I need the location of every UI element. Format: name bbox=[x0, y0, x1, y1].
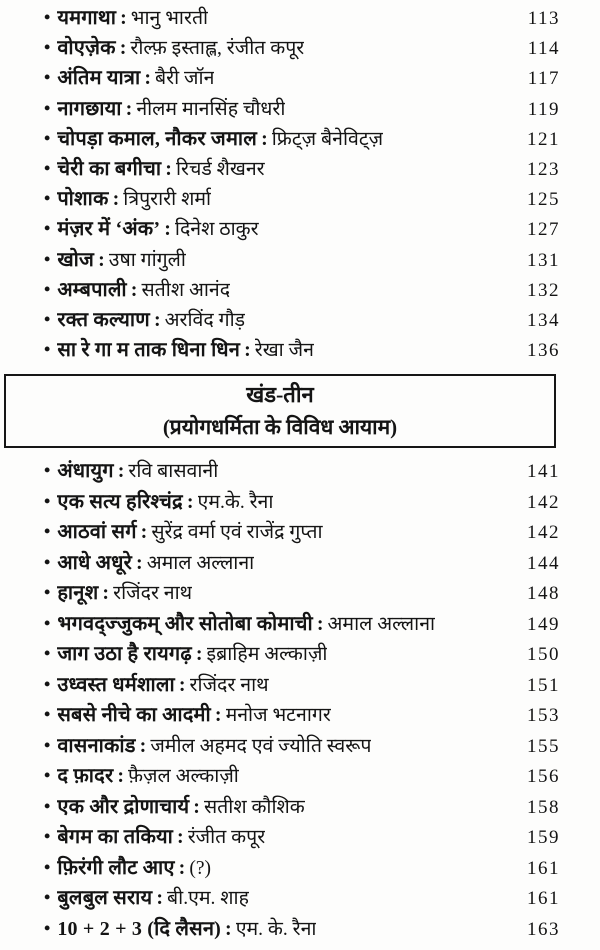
entry-title: यमगाथा bbox=[57, 7, 117, 29]
entry-author: रजिंदर नाथ bbox=[113, 583, 193, 605]
entry-separator: : bbox=[164, 218, 171, 241]
entry-author: सतीश कौशिक bbox=[203, 796, 305, 818]
toc-entry bbox=[0, 822, 600, 853]
entry-author: (?) bbox=[189, 857, 211, 879]
toc-entry bbox=[0, 456, 600, 487]
bullet-icon: • bbox=[44, 673, 51, 694]
entry-title: खोज bbox=[57, 248, 95, 271]
entry-page-number: 148 bbox=[527, 583, 560, 605]
bullet-icon: • bbox=[44, 551, 51, 572]
toc-entry bbox=[0, 609, 600, 640]
bullet-icon: • bbox=[44, 643, 51, 664]
bullet-icon: • bbox=[44, 157, 51, 178]
entry-title: सबसे नीचे का आदमी bbox=[57, 704, 211, 727]
bullet-icon: • bbox=[44, 188, 51, 209]
entry-separator: : bbox=[117, 765, 125, 788]
toc-entry bbox=[0, 3, 600, 33]
entry-separator: : bbox=[153, 308, 161, 331]
entry-author: दिनेश ठाकुर bbox=[174, 219, 259, 241]
toc-entry bbox=[0, 761, 600, 792]
entry-title: बेगम का तकिया bbox=[57, 826, 174, 849]
entry-author: बैरी जॉन bbox=[155, 68, 215, 90]
entry-title: चेरी का बगीचा bbox=[57, 157, 162, 180]
bullet-icon: • bbox=[44, 887, 51, 908]
entry-page-number: 134 bbox=[527, 309, 560, 331]
entry-title: मंज़र में ‘अंक’ bbox=[57, 218, 161, 241]
entry-separator: : bbox=[136, 551, 143, 574]
entry-separator: : bbox=[102, 582, 110, 605]
entry-author: नीलम मानसिंह चौधरी bbox=[136, 98, 286, 120]
entry-page-number: 144 bbox=[527, 552, 560, 574]
entry-separator: : bbox=[130, 278, 138, 301]
bullet-icon: • bbox=[44, 97, 51, 118]
entry-author: मनोज भटनागर bbox=[225, 705, 331, 727]
entry-title: चोपड़ा कमाल, नौकर जमाल bbox=[57, 127, 258, 150]
toc-entry bbox=[0, 33, 600, 63]
toc-entry bbox=[0, 914, 600, 945]
entry-page-number: 149 bbox=[527, 613, 560, 635]
bullet-icon: • bbox=[44, 308, 51, 329]
entry-title: द फ़ादर bbox=[57, 765, 114, 788]
entry-author: रंजीत कपूर bbox=[187, 827, 266, 849]
toc-entry bbox=[0, 214, 600, 244]
bullet-icon: • bbox=[44, 278, 51, 299]
entry-page-number: 131 bbox=[527, 249, 560, 271]
bullet-icon: • bbox=[44, 826, 51, 847]
entry-author: भानु भारती bbox=[130, 8, 209, 29]
entry-author: जमील अहमद एवं ज्योति स्वरूप bbox=[150, 735, 372, 757]
entry-separator: : bbox=[225, 917, 232, 940]
entry-title: हानूश bbox=[57, 582, 99, 605]
entry-author: फ़ैज़ल अल्काज़ी bbox=[128, 766, 239, 788]
toc-entry bbox=[0, 184, 600, 214]
entry-author: त्रिपुरारी शर्मा bbox=[123, 189, 212, 211]
entry-page-number: 155 bbox=[527, 735, 560, 757]
entry-author: सतीश आनंद bbox=[141, 279, 231, 301]
bullet-icon: • bbox=[44, 490, 51, 511]
bullet-icon: • bbox=[44, 856, 51, 877]
entry-separator: : bbox=[165, 157, 172, 180]
bullet-icon: • bbox=[44, 765, 51, 786]
entry-title: वासनाकांड bbox=[57, 734, 136, 757]
entry-title: 10 + 2 + 3 (दि लैसन) bbox=[57, 917, 222, 940]
entry-separator: : bbox=[139, 734, 147, 757]
entry-separator: : bbox=[125, 97, 133, 120]
entry-separator: : bbox=[119, 37, 127, 60]
bullet-icon: • bbox=[44, 7, 51, 27]
entry-author: एम.के. रैना bbox=[197, 491, 274, 513]
entry-separator: : bbox=[186, 490, 194, 513]
toc-entry bbox=[0, 670, 600, 701]
bullet-icon: • bbox=[44, 67, 51, 88]
toc-entry bbox=[0, 154, 600, 184]
entry-page-number: 142 bbox=[527, 491, 560, 513]
entry-author: एम. के. रैना bbox=[235, 918, 317, 940]
entry-title: भगवद्ज्जुकम् और सोतोबा कोमाची bbox=[57, 612, 313, 635]
entry-page-number: 141 bbox=[527, 461, 560, 483]
entry-author: रिचर्ड शैखनर bbox=[175, 158, 265, 180]
entry-page-number: 161 bbox=[527, 888, 560, 910]
section-divider-subtitle: (प्रयोगधर्मिता के विविध आयाम) bbox=[162, 415, 398, 440]
toc-entry bbox=[0, 639, 600, 670]
entry-separator: : bbox=[117, 460, 125, 483]
bullet-icon: • bbox=[44, 734, 51, 755]
toc-entry bbox=[0, 124, 600, 154]
entry-separator: : bbox=[261, 127, 268, 150]
toc-section-three bbox=[0, 456, 600, 944]
entry-page-number: 132 bbox=[527, 279, 560, 301]
entry-title: उध्वस्त धर्मशाला bbox=[57, 673, 175, 696]
entry-author: इब्राहिम अल्काज़ी bbox=[206, 644, 328, 666]
entry-title: नागछाया bbox=[57, 97, 122, 120]
entry-title: अम्बपाली bbox=[57, 278, 127, 301]
entry-separator: : bbox=[214, 704, 222, 727]
entry-title: एक और द्रोणाचार्य bbox=[57, 795, 190, 818]
bullet-icon: • bbox=[44, 612, 51, 633]
entry-separator: : bbox=[98, 248, 105, 271]
entry-separator: : bbox=[177, 826, 184, 849]
entry-title: बुलबुल सराय bbox=[57, 887, 153, 910]
entry-separator: : bbox=[140, 521, 148, 544]
entry-separator: : bbox=[244, 339, 251, 362]
entry-separator: : bbox=[178, 673, 186, 696]
entry-author: रवि बासवानी bbox=[128, 461, 219, 483]
entry-author: रजिंदर नाथ bbox=[189, 674, 269, 696]
bullet-icon: • bbox=[44, 37, 51, 58]
entry-author: अमाल अल्लाना bbox=[146, 552, 255, 574]
toc-entry bbox=[0, 792, 600, 823]
entry-separator: : bbox=[120, 7, 127, 29]
bullet-icon: • bbox=[44, 339, 51, 360]
toc-entry bbox=[0, 487, 600, 518]
entry-title: सा रे गा म ताक धिना धिन bbox=[57, 339, 241, 362]
entry-separator: : bbox=[144, 67, 152, 90]
toc-entry bbox=[0, 548, 600, 579]
toc-entry bbox=[0, 517, 600, 548]
toc-section-one bbox=[0, 0, 600, 365]
toc-entry bbox=[0, 63, 600, 93]
entry-title: अंधायुग bbox=[57, 460, 114, 483]
entry-author: अरविंद गौड़ bbox=[164, 309, 246, 331]
entry-page-number: 151 bbox=[527, 674, 560, 696]
bullet-icon: • bbox=[44, 917, 51, 938]
entry-page-number: 113 bbox=[527, 8, 560, 29]
section-divider-title: खंड-तीन bbox=[246, 382, 314, 408]
bullet-icon: • bbox=[44, 521, 51, 542]
entry-page-number: 156 bbox=[527, 766, 560, 788]
entry-author: उषा गांगुली bbox=[108, 249, 186, 271]
entry-page-number: 150 bbox=[527, 644, 560, 666]
entry-page-number: 161 bbox=[527, 857, 560, 879]
toc-entry bbox=[0, 275, 600, 305]
entry-separator: : bbox=[195, 643, 203, 666]
entry-author: अमाल अल्लाना bbox=[327, 613, 436, 635]
entry-page-number: 153 bbox=[527, 705, 560, 727]
entry-author: रौल्फ़ इस्ताह्ल, रंजीत कपूर bbox=[130, 38, 305, 60]
bullet-icon: • bbox=[44, 218, 51, 239]
entry-page-number: 123 bbox=[527, 158, 560, 180]
toc-entry bbox=[0, 305, 600, 335]
entry-separator: : bbox=[193, 795, 200, 818]
entry-separator: : bbox=[156, 887, 164, 910]
entry-title: फ़िरंगी लौट आए bbox=[57, 856, 175, 879]
entry-title: आधे अधूरे bbox=[57, 551, 133, 574]
entry-title: जाग उठा है रायगढ़ bbox=[57, 643, 192, 666]
bullet-icon: • bbox=[44, 127, 51, 148]
entry-title: एक सत्य हरिश्चंद्र bbox=[57, 490, 183, 513]
toc-entry bbox=[0, 335, 600, 365]
entry-separator: : bbox=[178, 856, 186, 879]
entry-separator: : bbox=[316, 612, 324, 635]
entry-page-number: 121 bbox=[527, 128, 560, 150]
entry-title: अंतिम यात्रा bbox=[57, 67, 141, 90]
toc-entry bbox=[0, 853, 600, 884]
entry-page-number: 159 bbox=[527, 827, 560, 849]
entry-page-number: 127 bbox=[527, 219, 560, 241]
entry-page-number: 125 bbox=[527, 189, 560, 211]
entry-title: वोएज़ेक bbox=[57, 37, 116, 60]
toc-entry bbox=[0, 883, 600, 914]
entry-title: रक्त कल्याण bbox=[57, 308, 150, 331]
bullet-icon: • bbox=[44, 795, 51, 816]
bullet-icon: • bbox=[44, 248, 51, 269]
entry-title: आठवां सर्ग bbox=[57, 521, 137, 544]
entry-page-number: 114 bbox=[527, 38, 560, 60]
toc-entry bbox=[0, 94, 600, 124]
toc-entry bbox=[0, 245, 600, 275]
section-divider-box bbox=[4, 374, 556, 448]
entry-title: पोशाक bbox=[57, 188, 109, 211]
bullet-icon: • bbox=[44, 704, 51, 725]
entry-separator: : bbox=[112, 188, 120, 211]
entry-page-number: 119 bbox=[527, 98, 560, 120]
entry-author: फ्रिट्ज़ बैनेविट्ज़ bbox=[271, 128, 384, 150]
bullet-icon: • bbox=[44, 582, 51, 603]
toc-entry bbox=[0, 731, 600, 762]
entry-page-number: 163 bbox=[527, 918, 560, 940]
entry-page-number: 158 bbox=[527, 796, 560, 818]
entry-author: बी.एम. शाह bbox=[167, 888, 249, 910]
entry-author: सुरेंद्र वर्मा एवं राजेंद्र गुप्ता bbox=[151, 522, 323, 544]
entry-author: रेखा जैन bbox=[254, 340, 314, 362]
bullet-icon: • bbox=[44, 460, 51, 481]
entry-page-number: 136 bbox=[527, 340, 560, 362]
entry-page-number: 142 bbox=[527, 522, 560, 544]
toc-entry bbox=[0, 578, 600, 609]
entry-page-number: 117 bbox=[527, 68, 560, 90]
toc-entry bbox=[0, 700, 600, 731]
